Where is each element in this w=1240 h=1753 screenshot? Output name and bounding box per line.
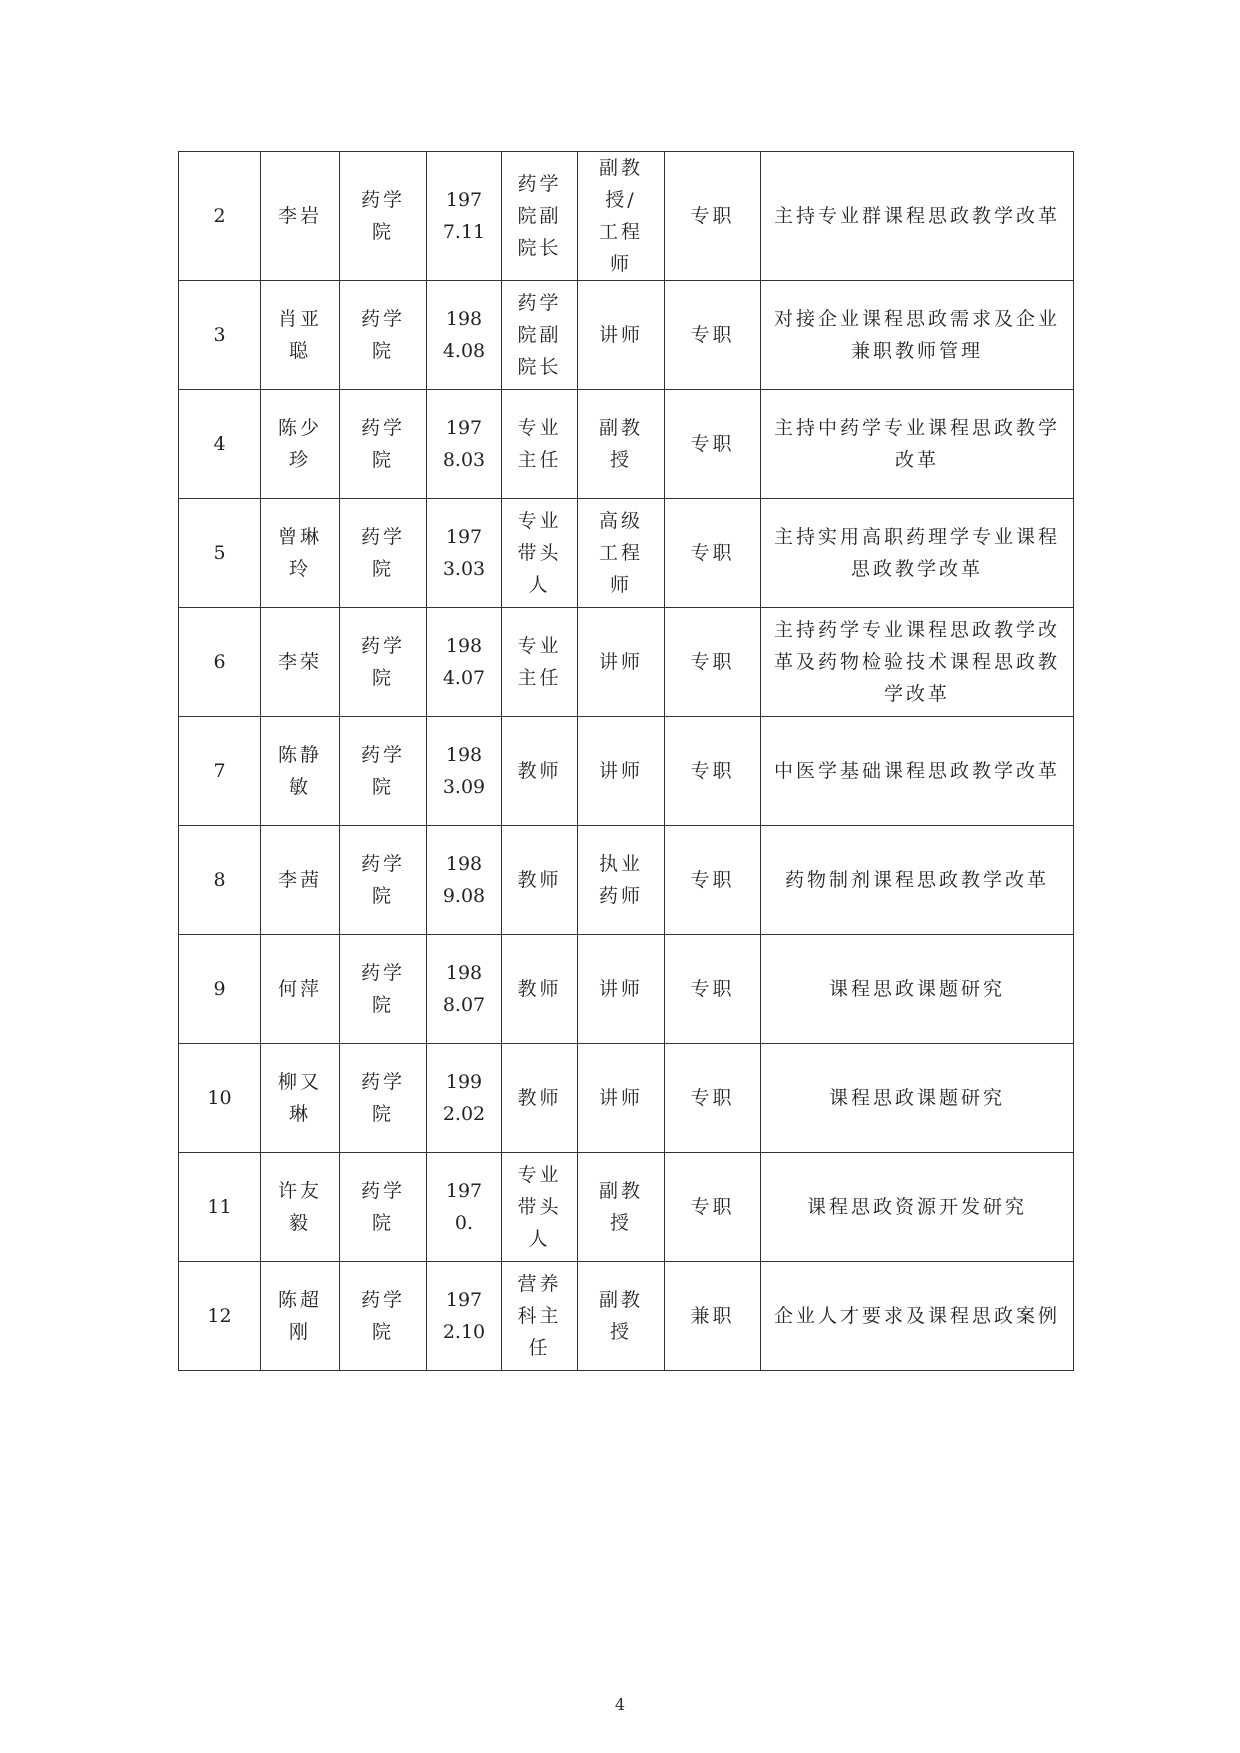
- cell-no: [179, 608, 261, 717]
- cell-text: 6: [213, 651, 226, 673]
- cell-name: [261, 717, 340, 826]
- cell-content: [761, 1262, 1074, 1371]
- cell-text: 1977.11: [442, 189, 486, 243]
- cell-dept: [340, 152, 427, 281]
- cell-post: [502, 499, 578, 608]
- cell-text: 专业带头人: [517, 510, 562, 596]
- cell-no: [179, 1044, 261, 1153]
- cell-content: [761, 608, 1074, 717]
- cell-no: [179, 1153, 261, 1262]
- cell-dept: [340, 608, 427, 717]
- cell-text: 药学院: [360, 526, 405, 580]
- cell-content: [761, 717, 1074, 826]
- page-number: 4: [614, 1695, 626, 1714]
- cell-content: [761, 935, 1074, 1044]
- cell-birth: [427, 608, 502, 717]
- cell-content: [761, 826, 1074, 935]
- cell-text: 专职: [690, 1196, 735, 1218]
- cell-post: [502, 281, 578, 390]
- cell-name: [261, 1153, 340, 1262]
- cell-dept: [340, 935, 427, 1044]
- cell-dept: [340, 1044, 427, 1153]
- cell-text: 1983.09: [442, 744, 486, 798]
- cell-text: 陈静敏: [277, 744, 322, 798]
- table-row: [179, 1262, 1074, 1371]
- cell-content: [761, 1044, 1074, 1153]
- cell-text: 药学院: [360, 744, 405, 798]
- cell-birth: [427, 717, 502, 826]
- cell-name: [261, 281, 340, 390]
- cell-name: [261, 152, 340, 281]
- cell-type: [665, 608, 761, 717]
- cell-no: [179, 152, 261, 281]
- cell-name: [261, 499, 340, 608]
- cell-text: 专职: [690, 542, 735, 564]
- cell-text: 李茜: [277, 869, 322, 891]
- cell-text: 许友毅: [277, 1180, 322, 1234]
- cell-post: [502, 1044, 578, 1153]
- cell-text: 药学院: [360, 1071, 405, 1125]
- cell-content: [761, 281, 1074, 390]
- cell-text: 兼职: [690, 1305, 735, 1327]
- cell-text: 专职: [690, 1087, 735, 1109]
- cell-title: [578, 152, 665, 281]
- cell-content: [761, 390, 1074, 499]
- cell-post: [502, 152, 578, 281]
- cell-no: [179, 935, 261, 1044]
- cell-text: 教师: [517, 1087, 562, 1109]
- cell-text: 专职: [690, 760, 735, 782]
- cell-text: 副教授: [598, 1180, 643, 1234]
- cell-dept: [340, 390, 427, 499]
- cell-text: 陈超刚: [277, 1289, 322, 1343]
- cell-text: 执业药师: [598, 853, 643, 907]
- cell-text: 1989.08: [442, 853, 486, 907]
- cell-text: 4: [213, 433, 226, 455]
- cell-title: [578, 935, 665, 1044]
- cell-birth: [427, 1153, 502, 1262]
- cell-dept: [340, 281, 427, 390]
- cell-post: [502, 608, 578, 717]
- cell-text: 对接企业课程思政需求及企业兼职教师管理: [773, 308, 1060, 362]
- cell-text: 李荣: [277, 651, 322, 673]
- cell-text: 专职: [690, 869, 735, 891]
- cell-type: [665, 717, 761, 826]
- cell-text: 企业人才要求及课程思政案例: [773, 1305, 1060, 1327]
- cell-title: [578, 608, 665, 717]
- cell-text: 专业主任: [517, 635, 562, 689]
- cell-text: 教师: [517, 869, 562, 891]
- cell-text: 药学院副院长: [517, 292, 562, 378]
- table-row: [179, 717, 1074, 826]
- cell-text: 10: [207, 1087, 232, 1109]
- cell-text: 营养科主任: [517, 1273, 562, 1359]
- cell-text: 7: [213, 760, 226, 782]
- cell-title: [578, 1262, 665, 1371]
- cell-text: 1970.: [445, 1180, 483, 1234]
- table-row: [179, 281, 1074, 390]
- cell-post: [502, 717, 578, 826]
- table-row: [179, 826, 1074, 935]
- cell-text: 课程思政课题研究: [828, 1087, 1005, 1109]
- cell-text: 李岩: [277, 205, 322, 227]
- cell-text: 药学院: [360, 962, 405, 1016]
- cell-text: 药学院副院长: [517, 173, 562, 259]
- cell-text: 专职: [690, 651, 735, 673]
- cell-name: [261, 608, 340, 717]
- cell-birth: [427, 152, 502, 281]
- cell-post: [502, 826, 578, 935]
- cell-type: [665, 281, 761, 390]
- cell-title: [578, 390, 665, 499]
- cell-text: 主持实用高职药理学专业课程思政教学改革: [773, 526, 1060, 580]
- cell-type: [665, 390, 761, 499]
- cell-name: [261, 1262, 340, 1371]
- cell-content: [761, 152, 1074, 281]
- cell-text: 讲师: [598, 760, 643, 782]
- cell-text: 药物制剂课程思政教学改革: [784, 869, 1049, 891]
- cell-post: [502, 390, 578, 499]
- cell-text: 药学院: [360, 189, 405, 243]
- cell-birth: [427, 1044, 502, 1153]
- cell-dept: [340, 1153, 427, 1262]
- cell-text: 教师: [517, 760, 562, 782]
- cell-text: 1988.07: [442, 962, 486, 1016]
- cell-type: [665, 1044, 761, 1153]
- cell-title: [578, 499, 665, 608]
- cell-text: 讲师: [598, 324, 643, 346]
- cell-name: [261, 935, 340, 1044]
- cell-text: 课程思政课题研究: [828, 978, 1005, 1000]
- cell-text: 讲师: [598, 651, 643, 673]
- cell-text: 主持药学专业课程思政教学改革及药物检验技术课程思政教学改革: [773, 619, 1060, 705]
- cell-birth: [427, 499, 502, 608]
- staff-table-body: [179, 152, 1074, 1371]
- cell-title: [578, 281, 665, 390]
- table-row: [179, 390, 1074, 499]
- cell-text: 2: [213, 205, 226, 227]
- cell-text: 陈少珍: [277, 417, 322, 471]
- cell-text: 主持中药学专业课程思政教学改革: [773, 417, 1060, 471]
- cell-type: [665, 935, 761, 1044]
- cell-no: [179, 717, 261, 826]
- table-row: [179, 499, 1074, 608]
- cell-birth: [427, 390, 502, 499]
- cell-dept: [340, 717, 427, 826]
- cell-no: [179, 826, 261, 935]
- cell-text: 药学院: [360, 635, 405, 689]
- cell-text: 5: [213, 542, 226, 564]
- cell-post: [502, 1262, 578, 1371]
- cell-birth: [427, 1262, 502, 1371]
- cell-text: 课程思政资源开发研究: [806, 1196, 1027, 1218]
- cell-dept: [340, 499, 427, 608]
- cell-text: 药学院: [360, 1180, 405, 1234]
- cell-title: [578, 1153, 665, 1262]
- cell-text: 曾琳玲: [277, 526, 322, 580]
- cell-no: [179, 499, 261, 608]
- table-row: [179, 1153, 1074, 1262]
- cell-post: [502, 1153, 578, 1262]
- table-row: [179, 608, 1074, 717]
- cell-text: 11: [207, 1196, 232, 1218]
- cell-text: 8: [213, 869, 226, 891]
- cell-text: 何萍: [277, 978, 322, 1000]
- cell-text: 专职: [690, 205, 735, 227]
- cell-birth: [427, 935, 502, 1044]
- cell-birth: [427, 826, 502, 935]
- cell-no: [179, 390, 261, 499]
- cell-type: [665, 1262, 761, 1371]
- cell-name: [261, 1044, 340, 1153]
- cell-text: 副教授: [598, 417, 643, 471]
- cell-text: 12: [207, 1305, 232, 1327]
- cell-no: [179, 1262, 261, 1371]
- table-row: [179, 152, 1074, 281]
- cell-text: 3: [213, 324, 226, 346]
- cell-text: 柳又琳: [277, 1071, 322, 1125]
- cell-dept: [340, 826, 427, 935]
- cell-no: [179, 281, 261, 390]
- cell-name: [261, 826, 340, 935]
- cell-title: [578, 717, 665, 826]
- cell-type: [665, 499, 761, 608]
- cell-text: 1973.03: [442, 526, 486, 580]
- cell-text: 药学院: [360, 308, 405, 362]
- cell-text: 1984.08: [442, 308, 486, 362]
- table-row: [179, 935, 1074, 1044]
- cell-text: 讲师: [598, 1087, 643, 1109]
- cell-text: 药学院: [360, 1289, 405, 1343]
- cell-text: 专业带头人: [517, 1164, 562, 1250]
- staff-table: [178, 151, 1074, 1371]
- cell-text: 1984.07: [442, 635, 486, 689]
- cell-text: 中医学基础课程思政教学改革: [773, 760, 1060, 782]
- cell-text: 高级工程师: [598, 510, 643, 596]
- cell-text: 9: [213, 978, 226, 1000]
- cell-text: 副教授: [598, 1289, 643, 1343]
- cell-post: [502, 935, 578, 1044]
- cell-type: [665, 1153, 761, 1262]
- cell-text: 专职: [690, 324, 735, 346]
- table-row: [179, 1044, 1074, 1153]
- cell-text: 讲师: [598, 978, 643, 1000]
- cell-text: 1972.10: [442, 1289, 486, 1343]
- cell-text: 教师: [517, 978, 562, 1000]
- cell-type: [665, 826, 761, 935]
- cell-dept: [340, 1262, 427, 1371]
- cell-type: [665, 152, 761, 281]
- cell-text: 专职: [690, 433, 735, 455]
- cell-content: [761, 1153, 1074, 1262]
- cell-text: 副教授/工程师: [598, 157, 643, 275]
- cell-text: 肖亚聪: [277, 308, 322, 362]
- cell-title: [578, 826, 665, 935]
- cell-text: 药学院: [360, 853, 405, 907]
- cell-text: 主持专业群课程思政教学改革: [773, 205, 1060, 227]
- cell-text: 专职: [690, 978, 735, 1000]
- cell-name: [261, 390, 340, 499]
- cell-title: [578, 1044, 665, 1153]
- cell-text: 1978.03: [442, 417, 486, 471]
- cell-text: 专业主任: [517, 417, 562, 471]
- cell-text: 药学院: [360, 417, 405, 471]
- cell-text: 1992.02: [442, 1071, 486, 1125]
- cell-content: [761, 499, 1074, 608]
- cell-birth: [427, 281, 502, 390]
